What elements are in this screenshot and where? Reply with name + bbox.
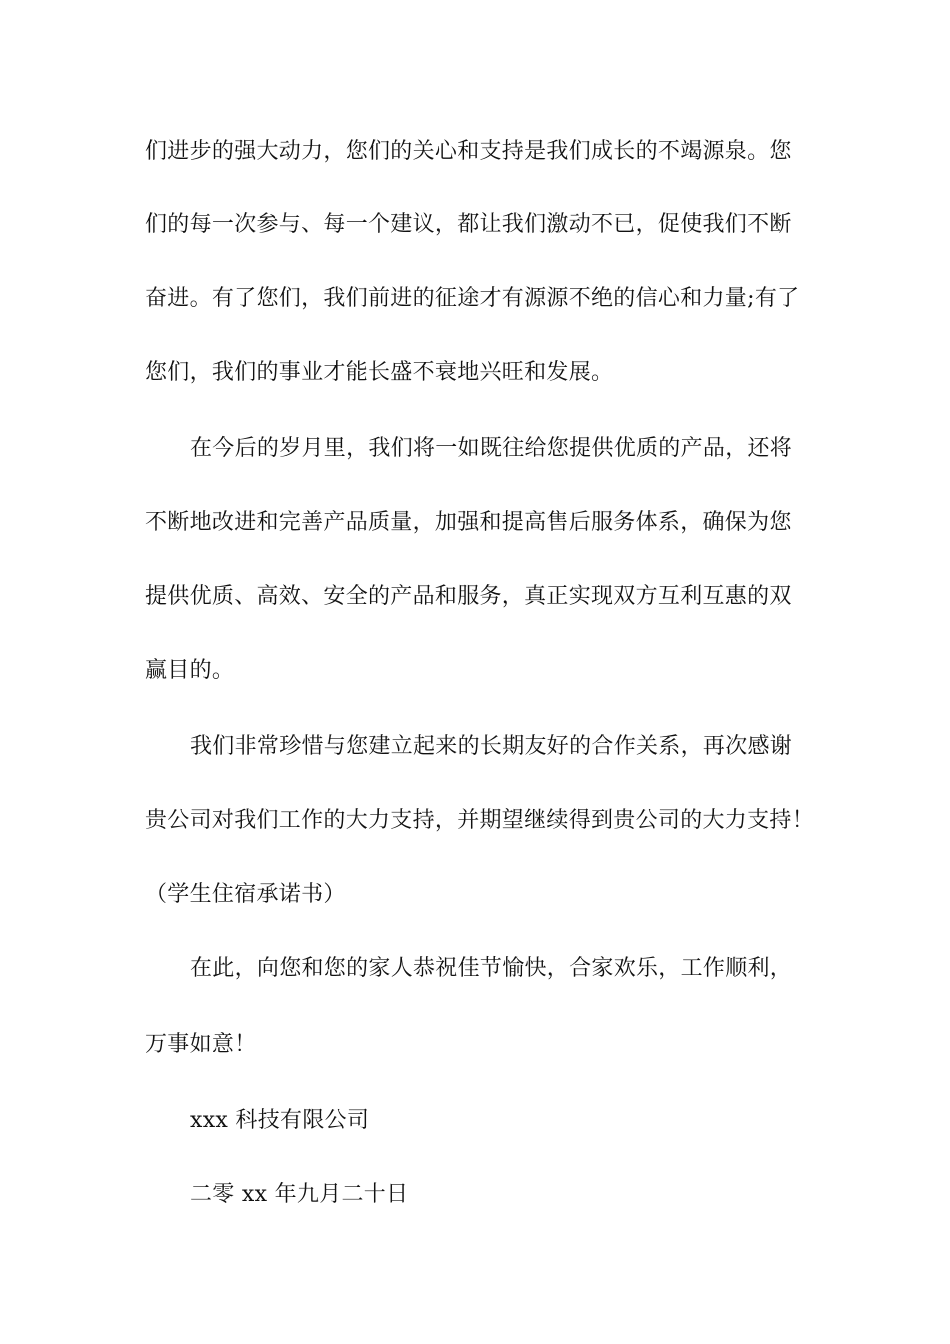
paragraph-line: 万事如意！ [145, 1032, 257, 1057]
paragraph-line: 提供优质、高效、安全的产品和服务，真正实现双方互利互惠的双 [145, 584, 792, 609]
paragraph-line: 您们，我们的事业才能长盛不衰地兴旺和发展。 [145, 360, 614, 385]
paragraph-line: 们的每一次参与、每一个建议，都让我们激动不已，促使我们不断 [145, 212, 792, 237]
paragraph-line: 在此，向您和您的家人恭祝佳节愉快，合家欢乐，工作顺利， [190, 956, 793, 981]
paragraph-line: （学生住宿承诺书） [145, 882, 346, 907]
paragraph-line: 在今后的岁月里，我们将一如既往给您提供优质的产品，还将 [190, 436, 793, 461]
signature-date: 二零 xx 年九月二十日 [190, 1182, 409, 1207]
paragraph-line: 赢目的。 [145, 658, 235, 683]
paragraph-line: 们进步的强大动力，您们的关心和支持是我们成长的不竭源泉。您 [145, 139, 792, 164]
signature-company: xxx 科技有限公司 [190, 1108, 370, 1133]
paragraph-line: 我们非常珍惜与您建立起来的长期友好的合作关系，再次感谢 [190, 734, 793, 759]
paragraph-line: 不断地改进和完善产品质量，加强和提高售后服务体系，确保为您 [145, 510, 792, 535]
paragraph-line: 奋进。有了您们，我们前进的征途才有源源不绝的信心和力量;有了 [145, 286, 800, 311]
paragraph-line: 贵公司对我们工作的大力支持，并期望继续得到贵公司的大力支持！ [145, 808, 815, 833]
